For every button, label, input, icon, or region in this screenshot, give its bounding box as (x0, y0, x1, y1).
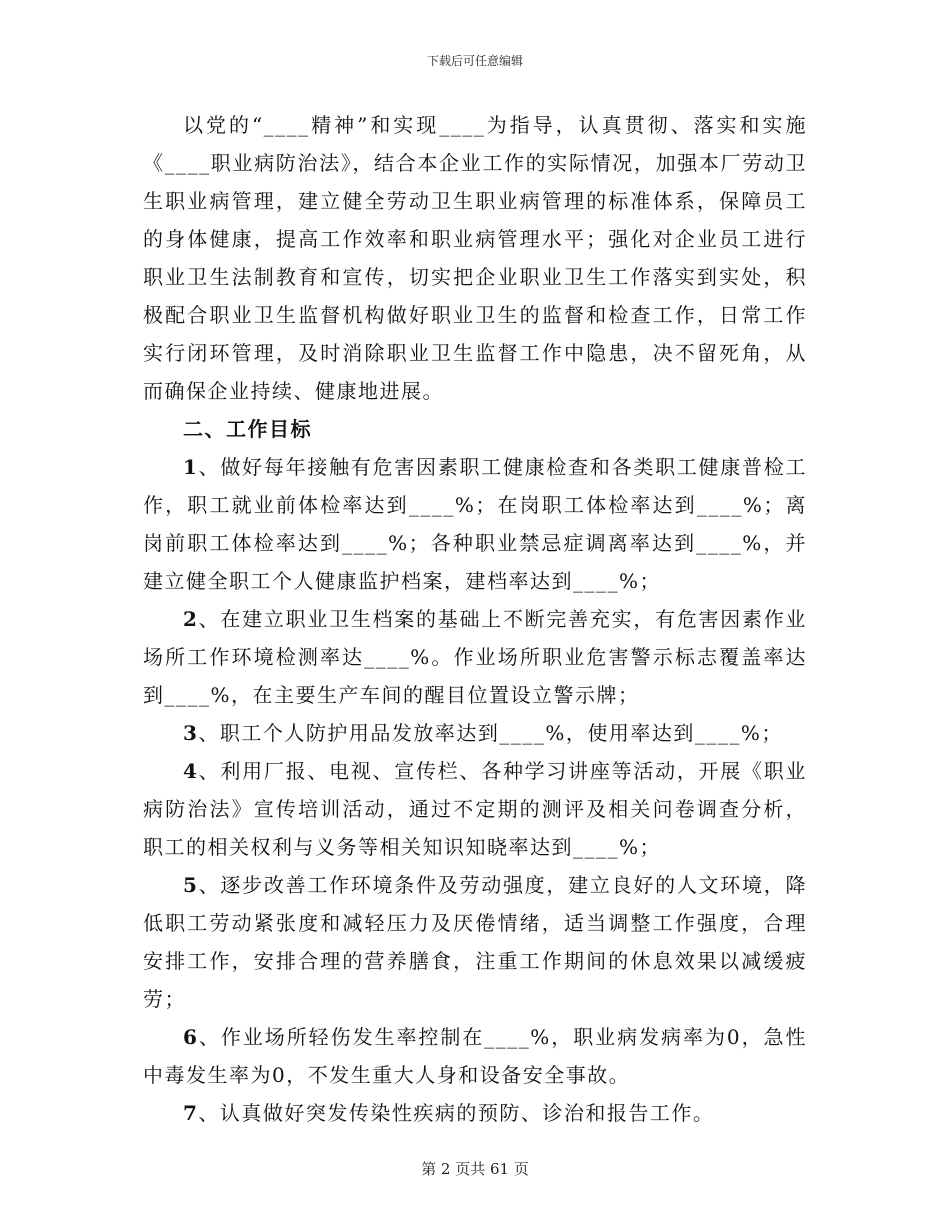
item-number: 4 (183, 759, 199, 783)
item-text: 、认真做好突发传染性疾病的预防、诊治和报告工作。 (198, 1101, 715, 1125)
goal-item-2 (143, 600, 807, 714)
item-text: 、职工个人防护用品发放率达到____%，使用率达到____%； (198, 721, 783, 745)
item-text: 、在建立职业卫生档案的基础上不断完善充实，有危害因素作业场所工作环境检测率达____%。作业场所职业危害警示标志覆盖率达到____%，在主要生产车间的醒目位置设立警示牌； (143, 607, 807, 707)
item-text: 、利用厂报、电视、宣传栏、各种学习讲座等活动，开展《职业病防治法》宣传培训活动，通过不定期的测评及相关问卷调查分析，职工的相关权利与义务等相关知识知晓率达到____%； (143, 759, 807, 859)
item-number: 6 (183, 1025, 199, 1049)
item-number: 1 (183, 455, 199, 479)
goal-item-4 (143, 752, 807, 866)
goal-item-3 (143, 714, 807, 752)
item-number: 2 (183, 607, 199, 631)
header-note: 下载后可任意编辑 (426, 54, 523, 68)
document-body (143, 106, 807, 1132)
goal-item-5 (143, 866, 807, 1018)
page-number: 第 2 页共 61 页 (421, 1160, 529, 1178)
item-text: 、做好每年接触有危害因素职工健康检查和各类职工健康普检工作，职工就业前体检率达到____%；在岗职工体检率达到____%；离岗前职工体检率达到____%；各种职业禁忌症调离率达到____%，并建立健全职工个人健康监护档案，建档率达到____%； (143, 455, 807, 593)
item-number: 5 (183, 873, 199, 897)
goal-item-6 (143, 1018, 807, 1094)
intro-paragraph (143, 106, 807, 410)
section-heading (143, 410, 807, 448)
item-number: 7 (183, 1101, 199, 1125)
paragraph-text: 以党的“____精神”和实现____为指导，认真贯彻、落实和实施《____职业病防治法》，结合本企业工作的实际情况，加强本厂劳动卫生职业病管理，建立健全劳动卫生职业病管理的标准体系，保障员工的身体健康，提高工作效率和职业病管理水平；强化对企业员工进行职业卫生法制教育和宣传，切实把企业职业卫生工作落实到实处，积极配合职业卫生监督机构做好职业卫生的监督和检查工作，日常工作实行闭环管理，及时消除职业卫生监督工作中隐患，决不留死角，从而确保企业持续、健康地进展。 (143, 113, 807, 403)
item-number: 3 (183, 721, 199, 745)
section-heading-text: 二、工作目标 (183, 417, 312, 441)
item-text: 、逐步改善工作环境条件及劳动强度，建立良好的人文环境，降低职工劳动紧张度和减轻压力及厌倦情绪，适当调整工作强度，合理安排工作，安排合理的营养膳食，注重工作期间的休息效果以减缓疲劳； (143, 873, 807, 1011)
item-text: 、作业场所轻伤发生率控制在____%，职业病发病率为0，急性中毒发生率为0，不发生重大人身和设备安全事故。 (143, 1025, 807, 1087)
goal-item-1 (143, 448, 807, 600)
goal-item-7 (143, 1094, 807, 1132)
